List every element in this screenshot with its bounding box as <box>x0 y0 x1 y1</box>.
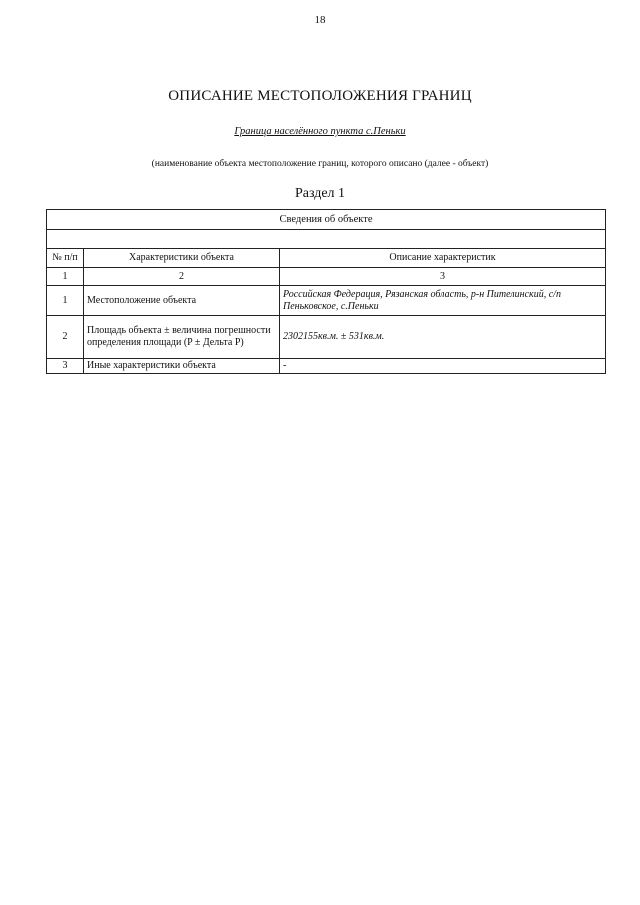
section-title: Раздел 1 <box>294 186 346 201</box>
table-header-row <box>47 249 606 268</box>
table-row <box>47 359 606 374</box>
row-number: 2 <box>47 316 84 359</box>
row-number: 3 <box>47 359 84 374</box>
column-number-1: 1 <box>47 268 84 286</box>
table-title-row <box>47 210 606 230</box>
object-name <box>0 126 640 137</box>
page-number: 18 <box>314 14 326 26</box>
column-number-2: 2 <box>84 268 280 286</box>
header-characteristic: Характеристики объекта <box>84 249 280 268</box>
table-column-numbers-row <box>47 268 606 286</box>
row-value: 2302155кв.м. ± 531кв.м. <box>280 316 606 359</box>
row-number: 1 <box>47 286 84 316</box>
object-info-table <box>46 209 606 374</box>
row-value: - <box>280 359 606 374</box>
table-row <box>47 316 606 359</box>
header-number: № п/п <box>47 249 84 268</box>
table-title: Сведения об объекте <box>47 210 606 230</box>
object-caption: (наименование объекта местоположение границ, которого описано (далее - объект) <box>151 159 489 169</box>
object-name-text: Граница населённого пункта с.Пеньки <box>234 126 406 137</box>
row-characteristic: Иные характеристики объекта <box>84 359 280 374</box>
header-description: Описание характеристик <box>280 249 606 268</box>
column-number-3: 3 <box>280 268 606 286</box>
row-characteristic: Площадь объекта ± величина погрешности определения площади (P ± Дельта P) <box>84 316 280 359</box>
document-title: ОПИСАНИЕ МЕСТОПОЛОЖЕНИЯ ГРАНИЦ <box>168 88 472 104</box>
table-blank-row <box>47 230 606 249</box>
row-characteristic: Местоположение объекта <box>84 286 280 316</box>
table-row <box>47 286 606 316</box>
row-value: Российская Федерация, Рязанская область, р-н Пителинский, с/п Пеньковское, с.Пеньки <box>280 286 606 316</box>
table-blank-cell <box>47 230 606 249</box>
